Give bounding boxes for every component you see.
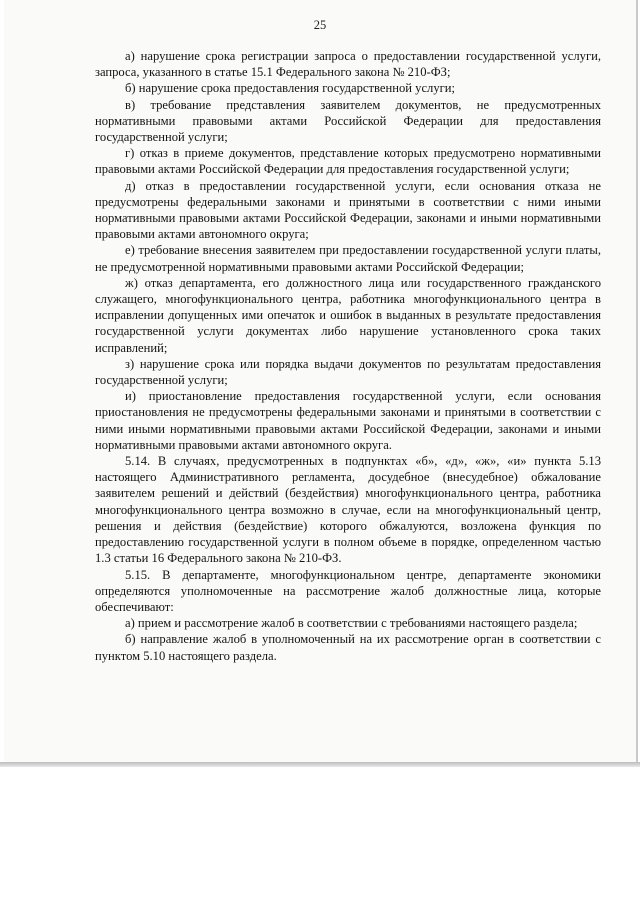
paragraph-5-13-z: з) нарушение срока или порядка выдачи документов по результатам предоставления государственной услуги;	[95, 356, 601, 388]
paragraph-5-13-i: и) приостановление предоставления государственной услуги, если основания приостановления не предусмотрены федеральными законами и принятыми в соответствии с ними иными нормативными правовыми актами Российской Федерации, законами и иными нормативными правовыми актами автономного округа.	[95, 389, 601, 452]
paragraph-5-13-d: д) отказ в предоставлении государственной услуги, если основания отказа не предусмотрены федеральными законами и принятыми в соответствии с ними иными нормативными правовыми актами Российской Федерации, законами и иными нормативными правовыми актами автономного округа;	[95, 178, 601, 242]
paragraph-5-13-zh: ж) отказ департамента, его должностного лица или государственного гражданского служащего, многофункционального центра, работника многофункционального центра в исправлении допущенных ими опечаток и ошибок в выданных в результате предоставления государственной услуги документах либо нарушение установленного срока таких исправлений;	[95, 275, 601, 355]
paragraph-5-13-e: е) требование внесения заявителем при предоставлении государственной услуги платы, не предусмотренной нормативными правовыми актами Российской Федерации;	[95, 243, 601, 274]
paragraph-5-14: 5.14. В случаях, предусмотренных в подпунктах «б», «д», «ж», «и» пункта 5.13 настоящего Административного регламента, досудебное (внесудебное) обжалование заявителем решений и действий (бездействия) многофункционального центра, работника многофункционального центра возможно в случае, если на многофункциональный центр, решения и действия (бездействие) которого обжалуются, возложена функция по предоставлению государственной услуги в полном объеме в порядке, определенном частью 1.3 статьи 16 Федерального закона № 210-ФЗ.	[95, 454, 601, 566]
paragraph-5-13-v: в) требование представления заявителем документов, не предусмотренных нормативными правовыми актами Российской Федерации для предоставления государственной услуги;	[95, 97, 601, 145]
document-body	[95, 48, 601, 664]
paragraph-5-15-b: б) направление жалоб в уполномоченный на их рассмотрение орган в соответствии с пунктом 5.10 настоящего раздела.	[95, 632, 601, 663]
paragraph-5-13-g: г) отказ в приеме документов, представление которых предусмотрено нормативными правовыми актами Российской Федерации для предоставления государственной услуги;	[95, 146, 601, 177]
page-number: 25	[313, 18, 327, 32]
paragraph-5-15-a: а) прием и рассмотрение жалоб в соответствии с требованиями настоящего раздела;	[125, 616, 578, 631]
page-edge-shadow	[0, 762, 640, 767]
paragraph-5-13-a: а) нарушение срока регистрации запроса о предоставлении государственной услуги, запроса, указанного в статье 15.1 Федерального закона № 210-ФЗ;	[95, 49, 601, 80]
paragraph-5-13-b: б) нарушение срока предоставления государственной услуги;	[125, 81, 456, 96]
paragraph-5-15: 5.15. В департаменте, многофункциональном центре, департаменте экономики определяются уполномоченные на рассмотрение жалоб должностные лица, которые обеспечивают:	[95, 567, 601, 614]
